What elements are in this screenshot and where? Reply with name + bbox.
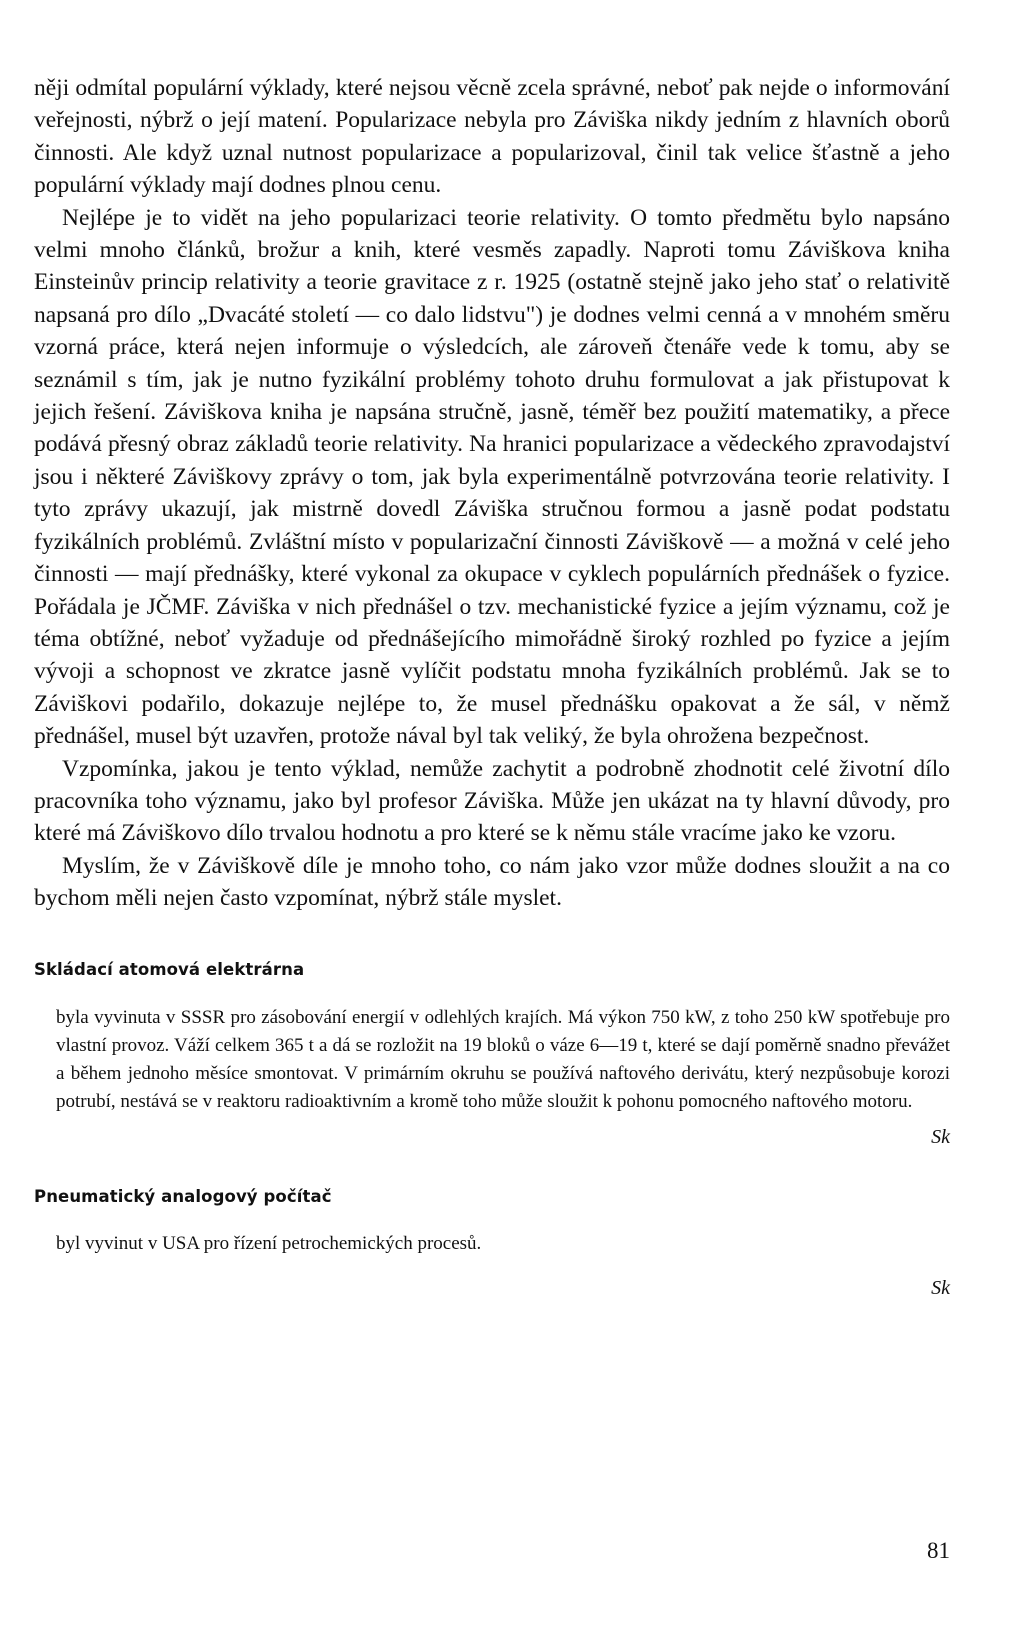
note-title: Pneumatický analogový počítač bbox=[34, 1187, 332, 1207]
paragraph-3: Vzpomínka, jakou je tento výklad, nemůže zachytit a podrobně zhodnotit celé životní dílo pracovníka toho významu, jako byl profesor Záviška. Může jen ukázat na ty hlavní důvody, pro které má Záviškovo dílo trvalou hodnotu a pro které se k němu stále vracíme jako ke vzoru. bbox=[34, 755, 950, 847]
note-atomic-power-plant bbox=[34, 960, 950, 1150]
news-notes bbox=[34, 960, 950, 1300]
main-article bbox=[34, 72, 950, 915]
page-content bbox=[34, 72, 950, 1300]
paragraph-2: Nejlépe je to vidět na jeho popularizaci teorie relativity. O tomto předmětu bylo napsáno velmi mnoho článků, brožur a knih, které vesměs zapadly. Naproti tomu Záviškova kniha Einsteinův princip relativity a teorie gravitace z r. 1925 (ostatně stejně jako jeho stať o relativitě napsaná pro dílo „Dvacáté století — co dalo lidstvu") je dodnes velmi cenná a v mnohém směru vzorná práce, která nejen informuje o výsledcích, ale zároveň čtenáře vede k tomu, aby se seznámil s tím, jak je nutno fyzikální problémy tohoto druhu formulovat a jak přistupovat k jejich řešení. Záviškova kniha je napsána stručně, jasně, téměř bez použití matematiky, a přece podává přesný obraz základů teorie relativity. Na hranici popularizace a vědeckého zpravodajství jsou i některé Záviškovy zprávy o tom, jak byla experimentálně potvrzována teorie relativity. I tyto zprávy ukazují, jak mistrně dovedl Záviška stručnou formou a jasně podat podstatu fyzikálních problémů. Zvláštní místo v popularizační činnosti Záviškově — a možná v celé jeho činnosti — mají přednášky, které vykonal za okupace v cyklech populárních přednášek o fyzice. Pořádala je JČMF. Záviška v nich přednášel o tzv. mechanistické fyzice a jejím významu, což je téma obtížné, neboť vyžaduje od přednášejícího mimořádně široký rozhled po fyzice a jejím vývoji a schopnost ve zkratce jasně vylíčit podstatu mnoha fyzikálních problémů. Jak se to Záviškovi podařilo, dokazuje nejlépe to, že musel přednášku opakovat a že sál, v němž přednášel, musel být uzavřen, protože nával byl tak veliký, že byla ohrožena bezpečnost. bbox=[34, 204, 950, 750]
paragraph-1: něji odmítal populární výklady, které nejsou věcně zcela správné, neboť pak nejde o informování veřejnosti, nýbrž o její matení. Popularizace nebyla pro Záviška nikdy jedním z hlavních oborů činnosti. Ale když uznal nutnost popularizace a popularizoval, činil tak velice šťastně a jeho populární výklady mají dodnes plnou cenu. bbox=[34, 75, 950, 199]
page-number: 81 bbox=[927, 1538, 950, 1563]
note-body: byla vyvinuta v SSSR pro zásobování energií v odlehlých krajích. Má výkon 750 kW, z toho 250 kW spotřebuje pro vlastní provoz. Váží celkem 365 t a dá se rozložit na 19 bloků o váze 6—19 t, které se dají poměrně snadno převážet a během jednoho měsíce smontovat. V primárním okruhu se používá naftového derivátu, který nezpůsobuje korozi potrubí, nestává se v reaktoru radioaktivním a kromě toho může sloužit k pohonu pomocného naftového motoru. bbox=[56, 1006, 950, 1113]
note-body: byl vyvinut v USA pro řízení petrochemických procesů. bbox=[56, 1233, 482, 1255]
note-signature: Sk bbox=[931, 1276, 950, 1299]
paragraph-4: Myslím, že v Záviškově díle je mnoho toho, co nám jako vzor může dodnes sloužit a na co bychom měli nejen často vzpomínat, nýbrž stále myslet. bbox=[34, 852, 950, 912]
note-signature: Sk bbox=[931, 1126, 950, 1149]
note-title: Skládací atomová elektrárna bbox=[34, 959, 305, 979]
note-pneumatic-computer bbox=[34, 1187, 950, 1299]
